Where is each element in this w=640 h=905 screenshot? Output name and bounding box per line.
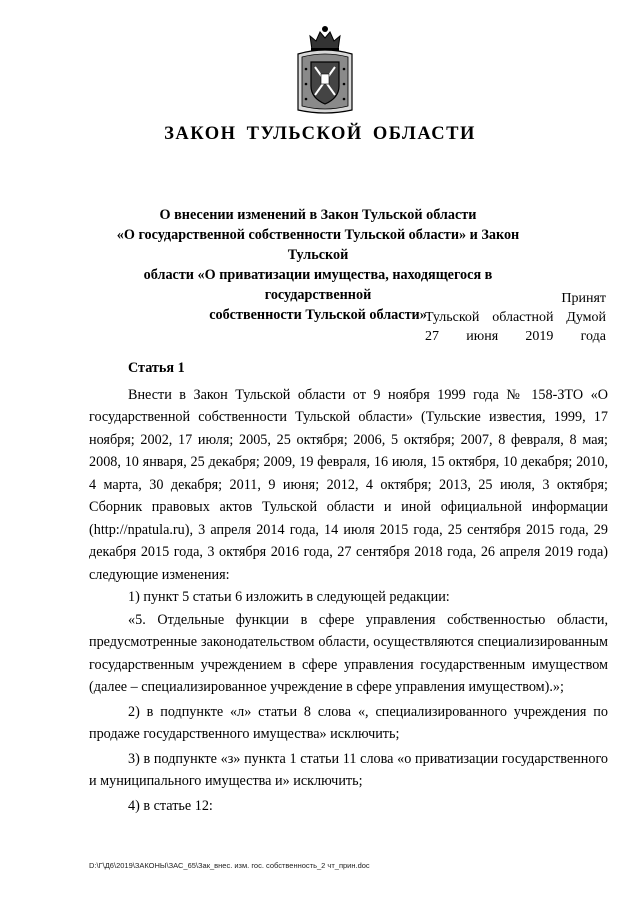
adoption-year-word: года — [580, 329, 606, 344]
adoption-year: 2019 — [525, 329, 554, 344]
adopted-by: Тульской областной Думой — [425, 310, 606, 325]
adoption-month: июня — [466, 329, 499, 344]
amendment-item: 4) в статье 12: — [128, 797, 213, 814]
subject-line: О внесении изменений в Закон Тульской области — [159, 207, 477, 223]
subject-line: собственности Тульской области» — [209, 307, 427, 323]
amendment-item: 1) пункт 5 статьи 6 изложить в следующей редакции: — [128, 589, 450, 605]
subject-line: «О государственной собственности Тульской области» и Закон Тульской — [116, 227, 520, 263]
amendment-text: «5. Отдельные функции в сфере управления собственностью области, предусмотренные законодательством области, осуществляются специализированным государственным учреждением в сфере управления государственным имуществом (далее – специализированное учреждение в сфере управления имуществом).»; — [89, 611, 608, 695]
coat-of-arms-icon — [294, 24, 356, 116]
adoption-block — [425, 289, 606, 346]
adopted-label: Принят — [561, 291, 606, 306]
document-body — [89, 357, 608, 817]
file-path-footer: D:\Г\Д6\2019\ЗАКОНЫ\ЗАС_65\Зак_внес. изм. гос. собственность_2 чт_прин.doc — [89, 861, 370, 870]
amendment-item: 2) в подпункте «л» статьи 8 слова «, специализированного учреждения по продаже государственного имущества» исключить; — [89, 703, 608, 742]
article-heading: Статья 1 — [128, 360, 185, 376]
article-intro: Внести в Закон Тульской области от 9 ноября 1999 года № 158-ЗТО «О государственной собственности Тульской области» (Тульские известия, 1999, 17 ноября; 2002, 17 июля; 2005, 25 октября; 2006, 5 октября; 2007, 8 февраля, 8 мая; 2008, 10 января, 25 декабря; 2009, 19 февраля, 16 июля, 15 октября, 10 декабря; 2010, 4 марта, 30 декабря; 2011, 9 июня; 2012, 4 октября; 2013, 25 июля, 3 октября; Сборник правовых актов Тульской области и иной официальной информации (http://npatula.ru), 3 апреля 2014 года, 14 июля 2015 года, 25 сентября 2015 года, 29 декабря 2015 года, 3 октября 2016 года, 27 сентября 2018 года, 26 апреля 2019 года) следующие изменения: — [89, 386, 608, 583]
adoption-day: 27 — [425, 329, 439, 344]
subject-line: области «О приватизации имущества, находящегося в государственной — [143, 267, 493, 303]
amendment-item: 3) в подпункте «з» пункта 1 статьи 11 слова «о приватизации государственного и муниципального имущества и» исключить; — [89, 750, 608, 789]
document-title: ЗАКОН ТУЛЬСКОЙ ОБЛАСТИ — [164, 124, 476, 144]
adoption-date — [425, 327, 606, 346]
